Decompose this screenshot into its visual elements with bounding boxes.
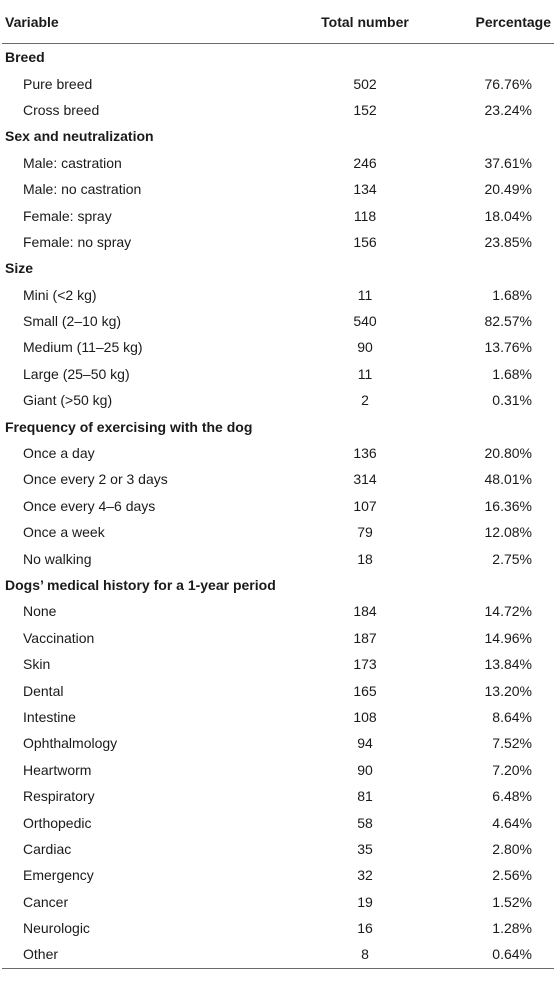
row-percentage: 13.20%	[484, 682, 532, 699]
section-title: Sex and neutralization	[5, 128, 154, 145]
row-label: Large (25–50 kg)	[23, 365, 130, 382]
row-percentage: 23.24%	[484, 101, 532, 118]
table-row	[2, 862, 554, 888]
row-label: None	[23, 603, 57, 620]
row-label: Other	[2, 941, 302, 968]
row-label: Once every 2 or 3 days	[23, 471, 168, 488]
row-percentage: 16.36%	[484, 497, 532, 514]
row-percentage: 82.57%	[484, 313, 532, 330]
table-row	[2, 889, 554, 915]
row-percentage: 76.76%	[484, 75, 532, 92]
row-label: No walking	[23, 550, 92, 567]
row-total-number: 11	[357, 365, 373, 382]
row-total-number: 8	[302, 941, 428, 968]
row-label: Dental	[23, 682, 64, 699]
row-total-number: 156	[353, 233, 377, 250]
column-header-variable: Variable	[2, 0, 302, 44]
table-row	[2, 334, 554, 360]
row-total-number: 108	[353, 708, 377, 725]
row-percentage: 1.68%	[492, 365, 532, 382]
row-percentage: 20.49%	[484, 181, 532, 198]
row-percentage: 23.85%	[484, 233, 532, 250]
row-total-number: 2	[361, 392, 369, 409]
row-total-number: 134	[353, 181, 377, 198]
table-row	[2, 97, 554, 123]
table-row	[2, 519, 554, 545]
table-row	[2, 783, 554, 809]
row-total-number: 502	[353, 75, 377, 92]
row-label: Medium (11–25 kg)	[23, 339, 143, 356]
row-total-number: 314	[353, 471, 377, 488]
row-label: Cardiac	[23, 840, 72, 857]
row-percentage: 48.01%	[484, 471, 532, 488]
dog-characteristics-table	[2, 0, 554, 969]
row-label: Neurologic	[23, 920, 90, 937]
table-row	[2, 361, 554, 387]
table-body	[2, 44, 554, 969]
row-label: Female: no spray	[23, 233, 132, 250]
table-row	[2, 440, 554, 466]
row-percentage: 0.64%	[428, 941, 554, 968]
row-label: Female: spray	[23, 207, 112, 224]
row-percentage: 6.48%	[492, 788, 532, 805]
row-percentage: 20.80%	[484, 445, 532, 462]
table-row	[2, 282, 554, 308]
row-label: Cancer	[23, 893, 69, 910]
row-percentage: 14.96%	[484, 629, 532, 646]
row-label: Heartworm	[23, 761, 92, 778]
row-label: Cross breed	[23, 101, 100, 118]
row-total-number: 184	[353, 603, 377, 620]
column-header-percentage: Percentage	[428, 0, 554, 44]
table-row	[2, 625, 554, 651]
row-percentage: 37.61%	[484, 154, 532, 171]
section-header-row	[2, 123, 554, 149]
row-label: Once every 4–6 days	[23, 497, 156, 514]
row-total-number: 165	[353, 682, 377, 699]
table-row	[2, 202, 554, 228]
table-row	[2, 836, 554, 862]
table-row	[2, 150, 554, 176]
row-percentage: 13.76%	[484, 339, 532, 356]
row-percentage: 1.52%	[492, 893, 532, 910]
row-label: Vaccination	[23, 629, 95, 646]
row-total-number: 35	[357, 840, 373, 857]
row-percentage: 2.75%	[492, 550, 532, 567]
table-row	[2, 757, 554, 783]
column-header-total-number: Total number	[302, 0, 428, 44]
table-row	[2, 677, 554, 703]
row-total-number: 90	[357, 761, 373, 778]
section-header-row	[2, 44, 554, 71]
row-total-number: 94	[357, 735, 373, 752]
table-row	[2, 941, 554, 968]
row-label: Male: no castration	[23, 181, 142, 198]
row-percentage: 7.52%	[492, 735, 532, 752]
row-total-number: 32	[357, 867, 373, 884]
row-label: Ophthalmology	[23, 735, 118, 752]
row-percentage: 12.08%	[484, 524, 532, 541]
table-row	[2, 730, 554, 756]
row-label: Respiratory	[23, 788, 95, 805]
row-label: Small (2–10 kg)	[23, 313, 122, 330]
row-total-number: 58	[357, 814, 373, 831]
row-label: Skin	[23, 656, 51, 673]
row-percentage: 14.72%	[484, 603, 532, 620]
row-label: Mini (<2 kg)	[23, 286, 97, 303]
row-total-number: 90	[357, 339, 373, 356]
row-label: Once a week	[23, 524, 105, 541]
section-header-row	[2, 255, 554, 281]
row-percentage: 1.68%	[492, 286, 532, 303]
row-label: Emergency	[23, 867, 94, 884]
row-total-number: 118	[353, 207, 377, 224]
row-total-number: 107	[353, 497, 377, 514]
row-total-number: 79	[357, 524, 373, 541]
row-total-number: 152	[353, 101, 377, 118]
row-percentage: 7.20%	[492, 761, 532, 778]
row-percentage: 2.80%	[492, 840, 532, 857]
table-row	[2, 809, 554, 835]
row-label: Giant (>50 kg)	[23, 392, 113, 409]
table-header	[2, 0, 554, 44]
row-percentage: 1.28%	[492, 920, 532, 937]
table-row	[2, 704, 554, 730]
table-row	[2, 387, 554, 413]
row-total-number: 246	[353, 154, 377, 171]
row-total-number: 11	[357, 286, 373, 303]
section-title: Breed	[5, 49, 45, 66]
row-total-number: 540	[353, 313, 377, 330]
row-total-number: 19	[357, 893, 373, 910]
table-row	[2, 229, 554, 255]
row-percentage: 13.84%	[484, 656, 532, 673]
row-label: Pure breed	[23, 75, 93, 92]
row-total-number: 173	[353, 656, 377, 673]
header-row	[2, 0, 554, 44]
table-row	[2, 70, 554, 96]
row-label: Once a day	[23, 445, 95, 462]
row-percentage: 8.64%	[492, 708, 532, 725]
table-row	[2, 466, 554, 492]
table-row	[2, 651, 554, 677]
section-title: Dogs’ medical history for a 1-year period	[5, 577, 276, 593]
row-percentage: 4.64%	[492, 814, 532, 831]
section-title: Size	[5, 260, 34, 277]
row-total-number: 18	[357, 550, 373, 567]
row-percentage: 2.56%	[492, 867, 532, 884]
section-header-row	[2, 572, 554, 598]
table-row	[2, 493, 554, 519]
row-total-number: 187	[353, 629, 377, 646]
section-header-row	[2, 413, 554, 439]
table-row	[2, 598, 554, 624]
row-total-number: 16	[357, 920, 373, 937]
row-total-number: 136	[353, 445, 377, 462]
row-label: Orthopedic	[23, 814, 92, 831]
section-title: Frequency of exercising with the dog	[5, 418, 253, 435]
row-label: Intestine	[23, 708, 76, 725]
row-label: Male: castration	[23, 154, 122, 171]
table-row	[2, 308, 554, 334]
table-row	[2, 176, 554, 202]
table-row	[2, 545, 554, 571]
row-total-number: 81	[357, 788, 373, 805]
row-percentage: 18.04%	[484, 207, 532, 224]
row-percentage: 0.31%	[492, 392, 532, 409]
table-row	[2, 915, 554, 941]
